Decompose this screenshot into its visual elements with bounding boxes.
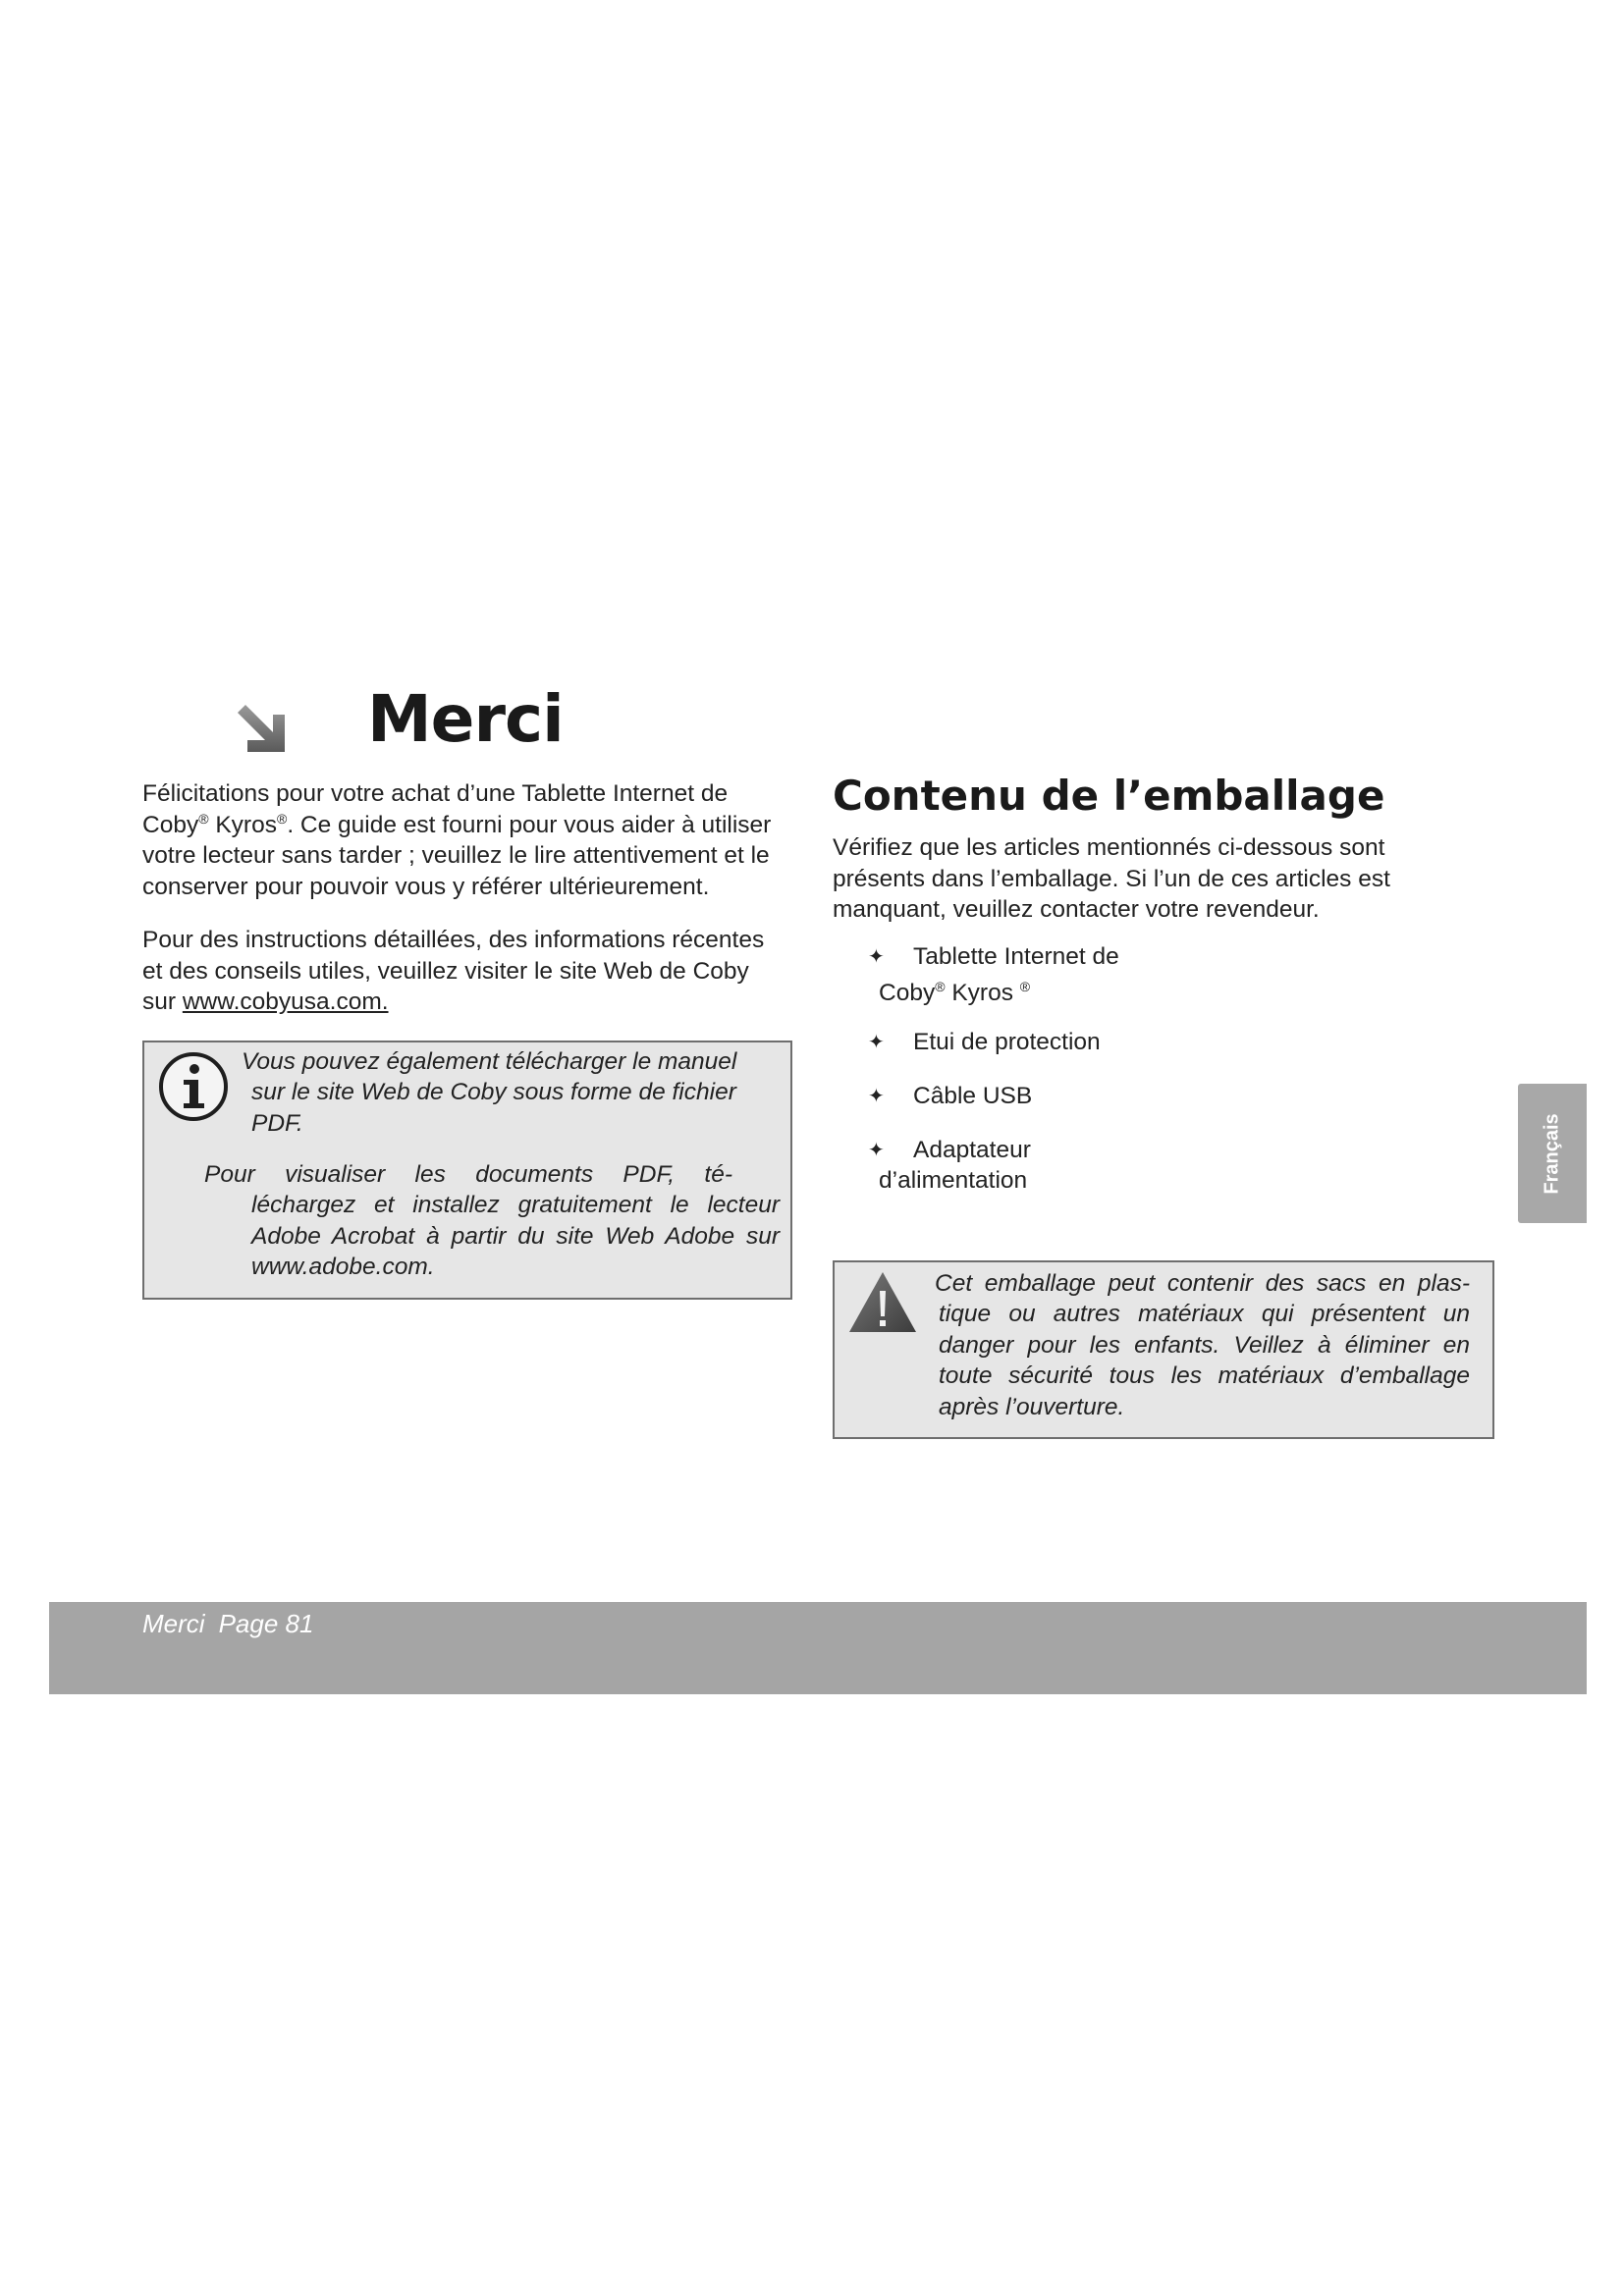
list-item-continuation: Coby® Kyros ®	[879, 979, 1031, 1007]
warning-text-line: Cet emballage peut contenir des sacs en plas-	[935, 1270, 1470, 1297]
note-text-paragraph: sur le site Web de Coby sous forme de fichier PDF.	[251, 1079, 736, 1137]
footer	[142, 1609, 327, 1639]
page-number: Page 81	[218, 1609, 314, 1638]
language-tab-label: Français	[1541, 1112, 1563, 1195]
warning-text-paragraph: tique ou autres matériaux qui présentent un danger pour les enfants. Veillez à éliminer en toute sécurité tous les matériaux d’emballage après l’ouverture.	[939, 1301, 1470, 1420]
section-heading: Contenu de l’emballage	[833, 772, 1385, 820]
website-paragraph: Pour des instructions détaillées, des informations récentes et des conseils utiles, veuillez visiter le site Web de Coby sur www.cobyusa.com.	[142, 927, 765, 1015]
bullet-star-icon: ✦	[868, 946, 885, 968]
arrow-down-right-icon	[234, 701, 289, 756]
warning-icon	[846, 1269, 919, 1336]
cobyusa-link[interactable]: www.cobyusa.com.	[182, 988, 389, 1015]
list-item: ✦ Câble USB	[868, 1081, 1032, 1113]
bullet-star-icon: ✦	[868, 1032, 885, 1053]
note-text-line: Vous pouvez également télécharger le manuel	[242, 1048, 737, 1075]
list-item: ✦ Tablette Internet de	[868, 941, 1119, 974]
bullet-star-icon: ✦	[868, 1086, 885, 1107]
bullet-star-icon: ✦	[868, 1140, 885, 1161]
list-item-continuation: d’alimentation	[879, 1167, 1028, 1194]
note-text-paragraph: léchargez et installez gratuitement le lecteur Adobe Acrobat à partir du site Web Adobe sur www.adobe.com.	[251, 1192, 780, 1280]
note-text-line: Pour visualiser les documents PDF, té-	[204, 1161, 732, 1188]
footer-section: Merci	[142, 1609, 205, 1638]
info-icon	[157, 1050, 230, 1123]
contents-intro: Vérifiez que les articles mentionnés ci-dessous sont présents dans l’emballage. Si l’un de ces articles est manquant, veuillez contacter votre revendeur.	[833, 834, 1390, 923]
page-title: Merci	[367, 681, 564, 757]
list-item: ✦ Adaptateur	[868, 1135, 1031, 1167]
intro-paragraph: Félicitations pour votre achat d’une Tablette Internet de Coby® Kyros®. Ce guide est fourni pour vous aider à utiliser votre lecteur sans tarder ; veuillez le lire attentivement et le conserver pour pouvoir vous y référer ultérieurement.	[142, 780, 772, 900]
list-item: ✦ Etui de protection	[868, 1027, 1101, 1059]
